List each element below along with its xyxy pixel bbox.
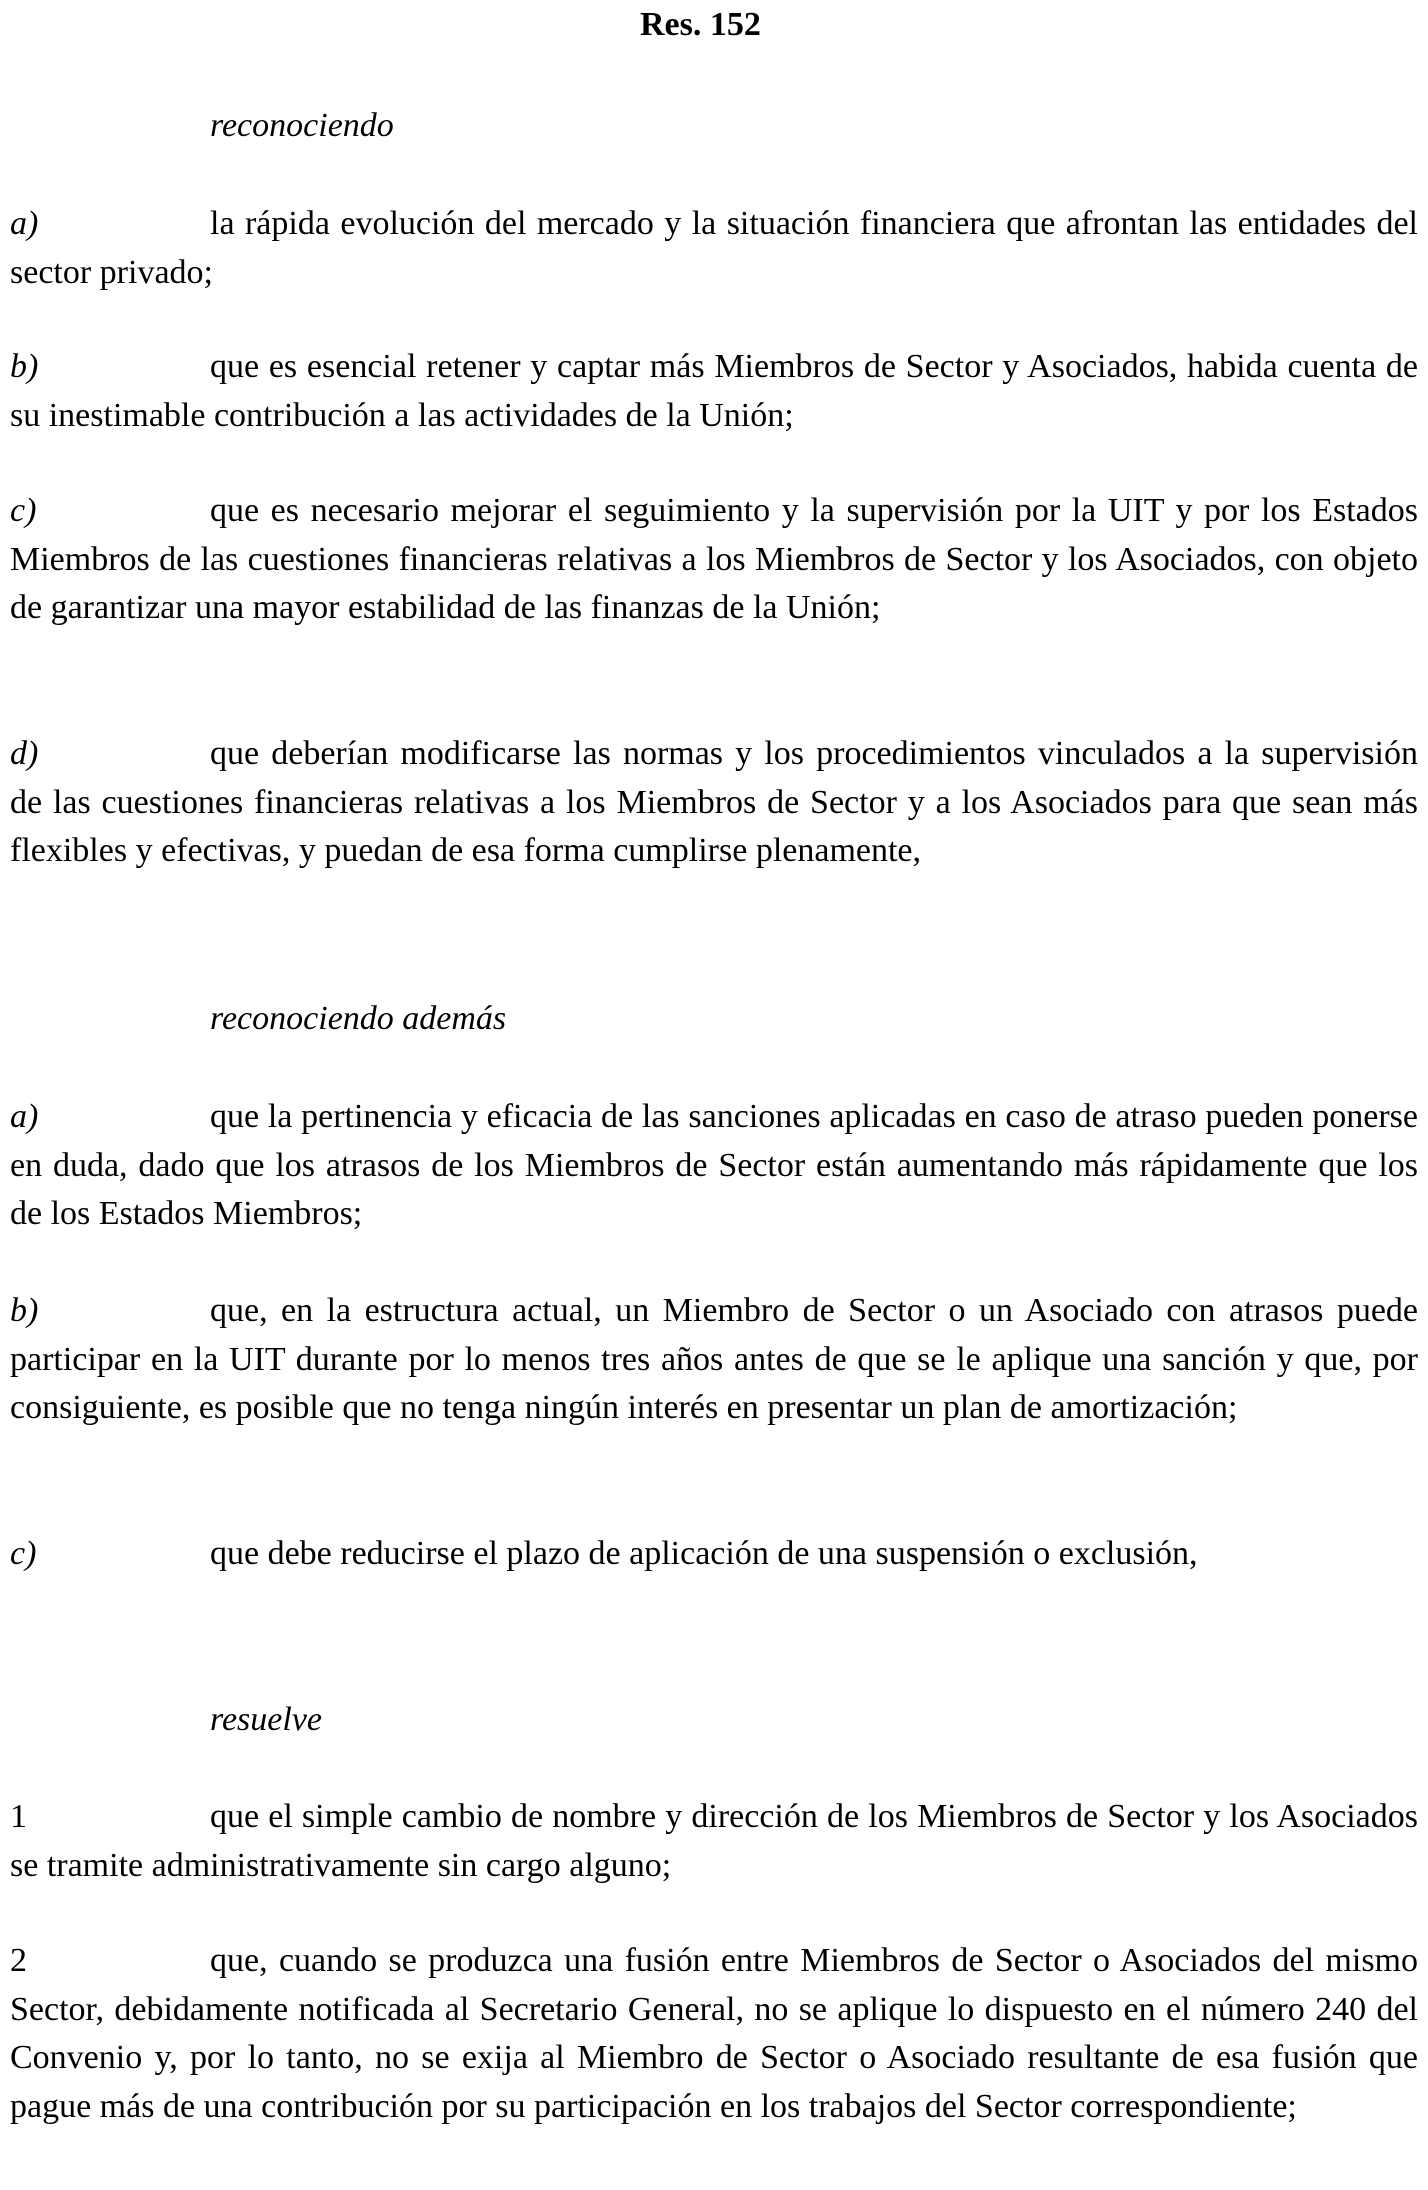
paragraph-item bbox=[10, 1287, 1418, 1433]
item-text: que la pertinencia y eficacia de las sanciones aplicadas en caso de atraso pueden ponerse en duda, dado que los atrasos de los Miembros de Sector están aumentando más rápidamente que los de los Estados Miembros; bbox=[10, 1098, 1418, 1232]
section-heading-resuelve: resuelve bbox=[210, 1701, 323, 1738]
item-text: que, cuando se produzca una fusión entre Miembros de Sector o Asociados del mismo Sector, debidamente notificada al Secretario General, no se aplique lo dispuesto en el número 240 del Convenio y, por lo tanto, no se exija al Miembro de Sector o Asociado resultante de esa fusión que pague más de una contribución por su participación en los trabajos del Sector correspondiente; bbox=[10, 1942, 1418, 2125]
section-heading-reconociendo-ademas: reconociendo además bbox=[210, 1000, 507, 1037]
item-label: a) bbox=[10, 1098, 39, 1135]
resolution-header: Res. 152 bbox=[640, 6, 761, 43]
item-text: que deberían modificarse las normas y los procedimientos vinculados a la supervisión de las cuestiones financieras relativas a los Miembros de Sector y a los Asociados para que sean más flexibles y efectivas, y puedan de esa forma cumplirse plenamente, bbox=[10, 735, 1418, 869]
item-text: que debe reducirse el plazo de aplicación de una suspensión o exclusión, bbox=[210, 1535, 1198, 1572]
item-text: que el simple cambio de nombre y dirección de los Miembros de Sector y los Asociados se tramite administrativamente sin cargo alguno; bbox=[10, 1798, 1418, 1884]
item-number: 1 bbox=[10, 1798, 27, 1835]
item-label: a) bbox=[10, 205, 39, 242]
paragraph-item bbox=[10, 1093, 1418, 1239]
item-number: 2 bbox=[10, 1942, 27, 1979]
section-heading-reconociendo: reconociendo bbox=[210, 107, 394, 144]
item-text: la rápida evolución del mercado y la situación financiera que afrontan las entidades del sector privado; bbox=[10, 205, 1418, 291]
paragraph-item bbox=[10, 487, 1418, 633]
item-text: que es necesario mejorar el seguimiento y la supervisión por la UIT y por los Estados Miembros de las cuestiones financieras relativas a los Miembros de Sector y los Asociados, con objeto de garantizar una mayor estabilidad de las finanzas de la Unión; bbox=[10, 492, 1418, 626]
item-label: d) bbox=[10, 735, 39, 772]
item-label: c) bbox=[10, 492, 37, 529]
item-text: que es esencial retener y captar más Miembros de Sector y Asociados, habida cuenta de su inestimable contribución a las actividades de la Unión; bbox=[10, 348, 1418, 434]
paragraph-item bbox=[10, 730, 1418, 876]
item-label: b) bbox=[10, 1292, 39, 1329]
item-text: que, en la estructura actual, un Miembro de Sector o un Asociado con atrasos puede participar en la UIT durante por lo menos tres años antes de que se le aplique una sanción y que, por consiguiente, es posible que no tenga ningún interés en presentar un plan de amortización; bbox=[10, 1292, 1418, 1426]
item-label: b) bbox=[10, 348, 39, 385]
paragraph-item bbox=[10, 200, 1418, 297]
paragraph-item bbox=[10, 343, 1418, 440]
paragraph-item bbox=[10, 1530, 1418, 1579]
paragraph-item bbox=[10, 1937, 1418, 2131]
paragraph-item bbox=[10, 1793, 1418, 1890]
item-label: c) bbox=[10, 1535, 37, 1572]
